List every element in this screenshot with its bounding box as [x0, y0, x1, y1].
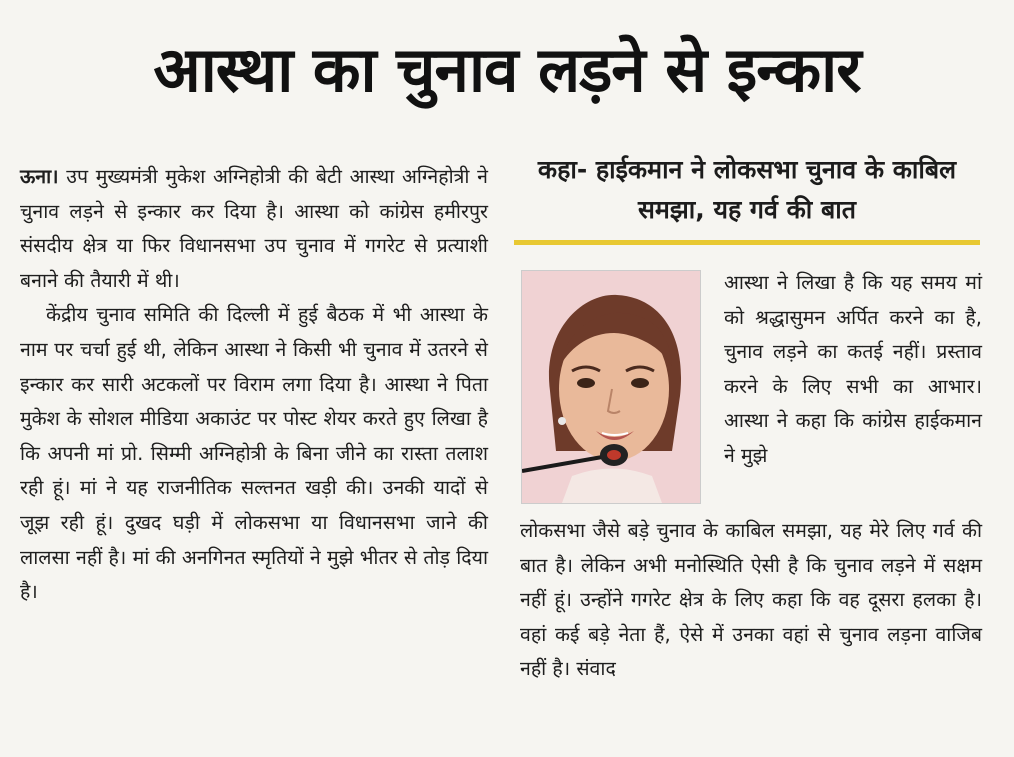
yellow-divider: [514, 240, 980, 245]
paragraph-1-text: उप मुख्यमंत्री मुकेश अग्निहोत्री की बेटी आस्था अग्निहोत्री ने चुनाव लड़ने से इन्कार कर दिया है। आस्था को कांग्रेस हमीरपुर संसदीय क्षेत्र या फिर विधानसभा उप चुनाव में गगरेट से प्रत्याशी बनाने की तैयारी में थी।: [20, 165, 488, 292]
paragraph-1: [20, 160, 488, 298]
left-column: [20, 160, 488, 610]
dateline: ऊना।: [20, 165, 59, 188]
headline: आस्था का चुनाव लड़ने से इन्कार: [153, 33, 861, 106]
paragraph-2: केंद्रीय चुनाव समिति की दिल्ली में हुई बैठक में भी आस्था के नाम पर चर्चा हुई थी, लेकिन आस्था ने किसी भी चुनाव में उतरने से इन्कार कर सारी अटकलों पर विराम लगा दिया है। आस्था ने पिता मुकेश के सोशल मीडिया अकाउंट पर पोस्ट शेयर करते हुए लिखा है कि अपनी मां प्रो. सिम्मी अग्निहोत्री के बिना जीने का रास्ता तलाश रही हूं। मां ने यह राजनीतिक सल्तनत खड़ी की। उनकी यादों से जूझ रही हूं। दुखद घड़ी में लोकसभा या विधानसभा जाने की लालसा नहीं है। मां की अनगिनत स्मृतियों ने मुझे भीतर से तोड़ दिया है।: [20, 303, 488, 604]
subheadline: कहा- हाईकमान ने लोकसभा चुनाव के काबिल समझा, यह गर्व की बात: [537, 155, 957, 224]
portrait-illustration: [522, 271, 700, 503]
portrait-photo: [521, 270, 701, 504]
right-column-bottom: [520, 514, 982, 687]
right-column-top: [724, 266, 982, 474]
right-paragraph-top: आस्था ने लिखा है कि यह समय मां को श्रद्धासुमन अर्पित करने का है, चुनाव लड़ने का कतई नहीं। प्रस्ताव करने के लिए सभी का आभार। आस्था ने कहा कि कांग्रेस हाईकमान ने मुझे: [724, 271, 982, 467]
right-paragraph-bottom: लोकसभा जैसे बड़े चुनाव के काबिल समझा, यह मेरे लिए गर्व की बात है। लेकिन अभी मनोस्थिति ऐसी है कि चुनाव लड़ने में सक्षम नहीं हूं। उन्होंने गगरेट क्षेत्र के लिए कहा कि वह दूसरा हलका है। वहां कई बड़े नेता हैं, ऐसे में उनका वहां से चुनाव लड़ना वाजिब नहीं है। संवाद: [520, 519, 982, 681]
